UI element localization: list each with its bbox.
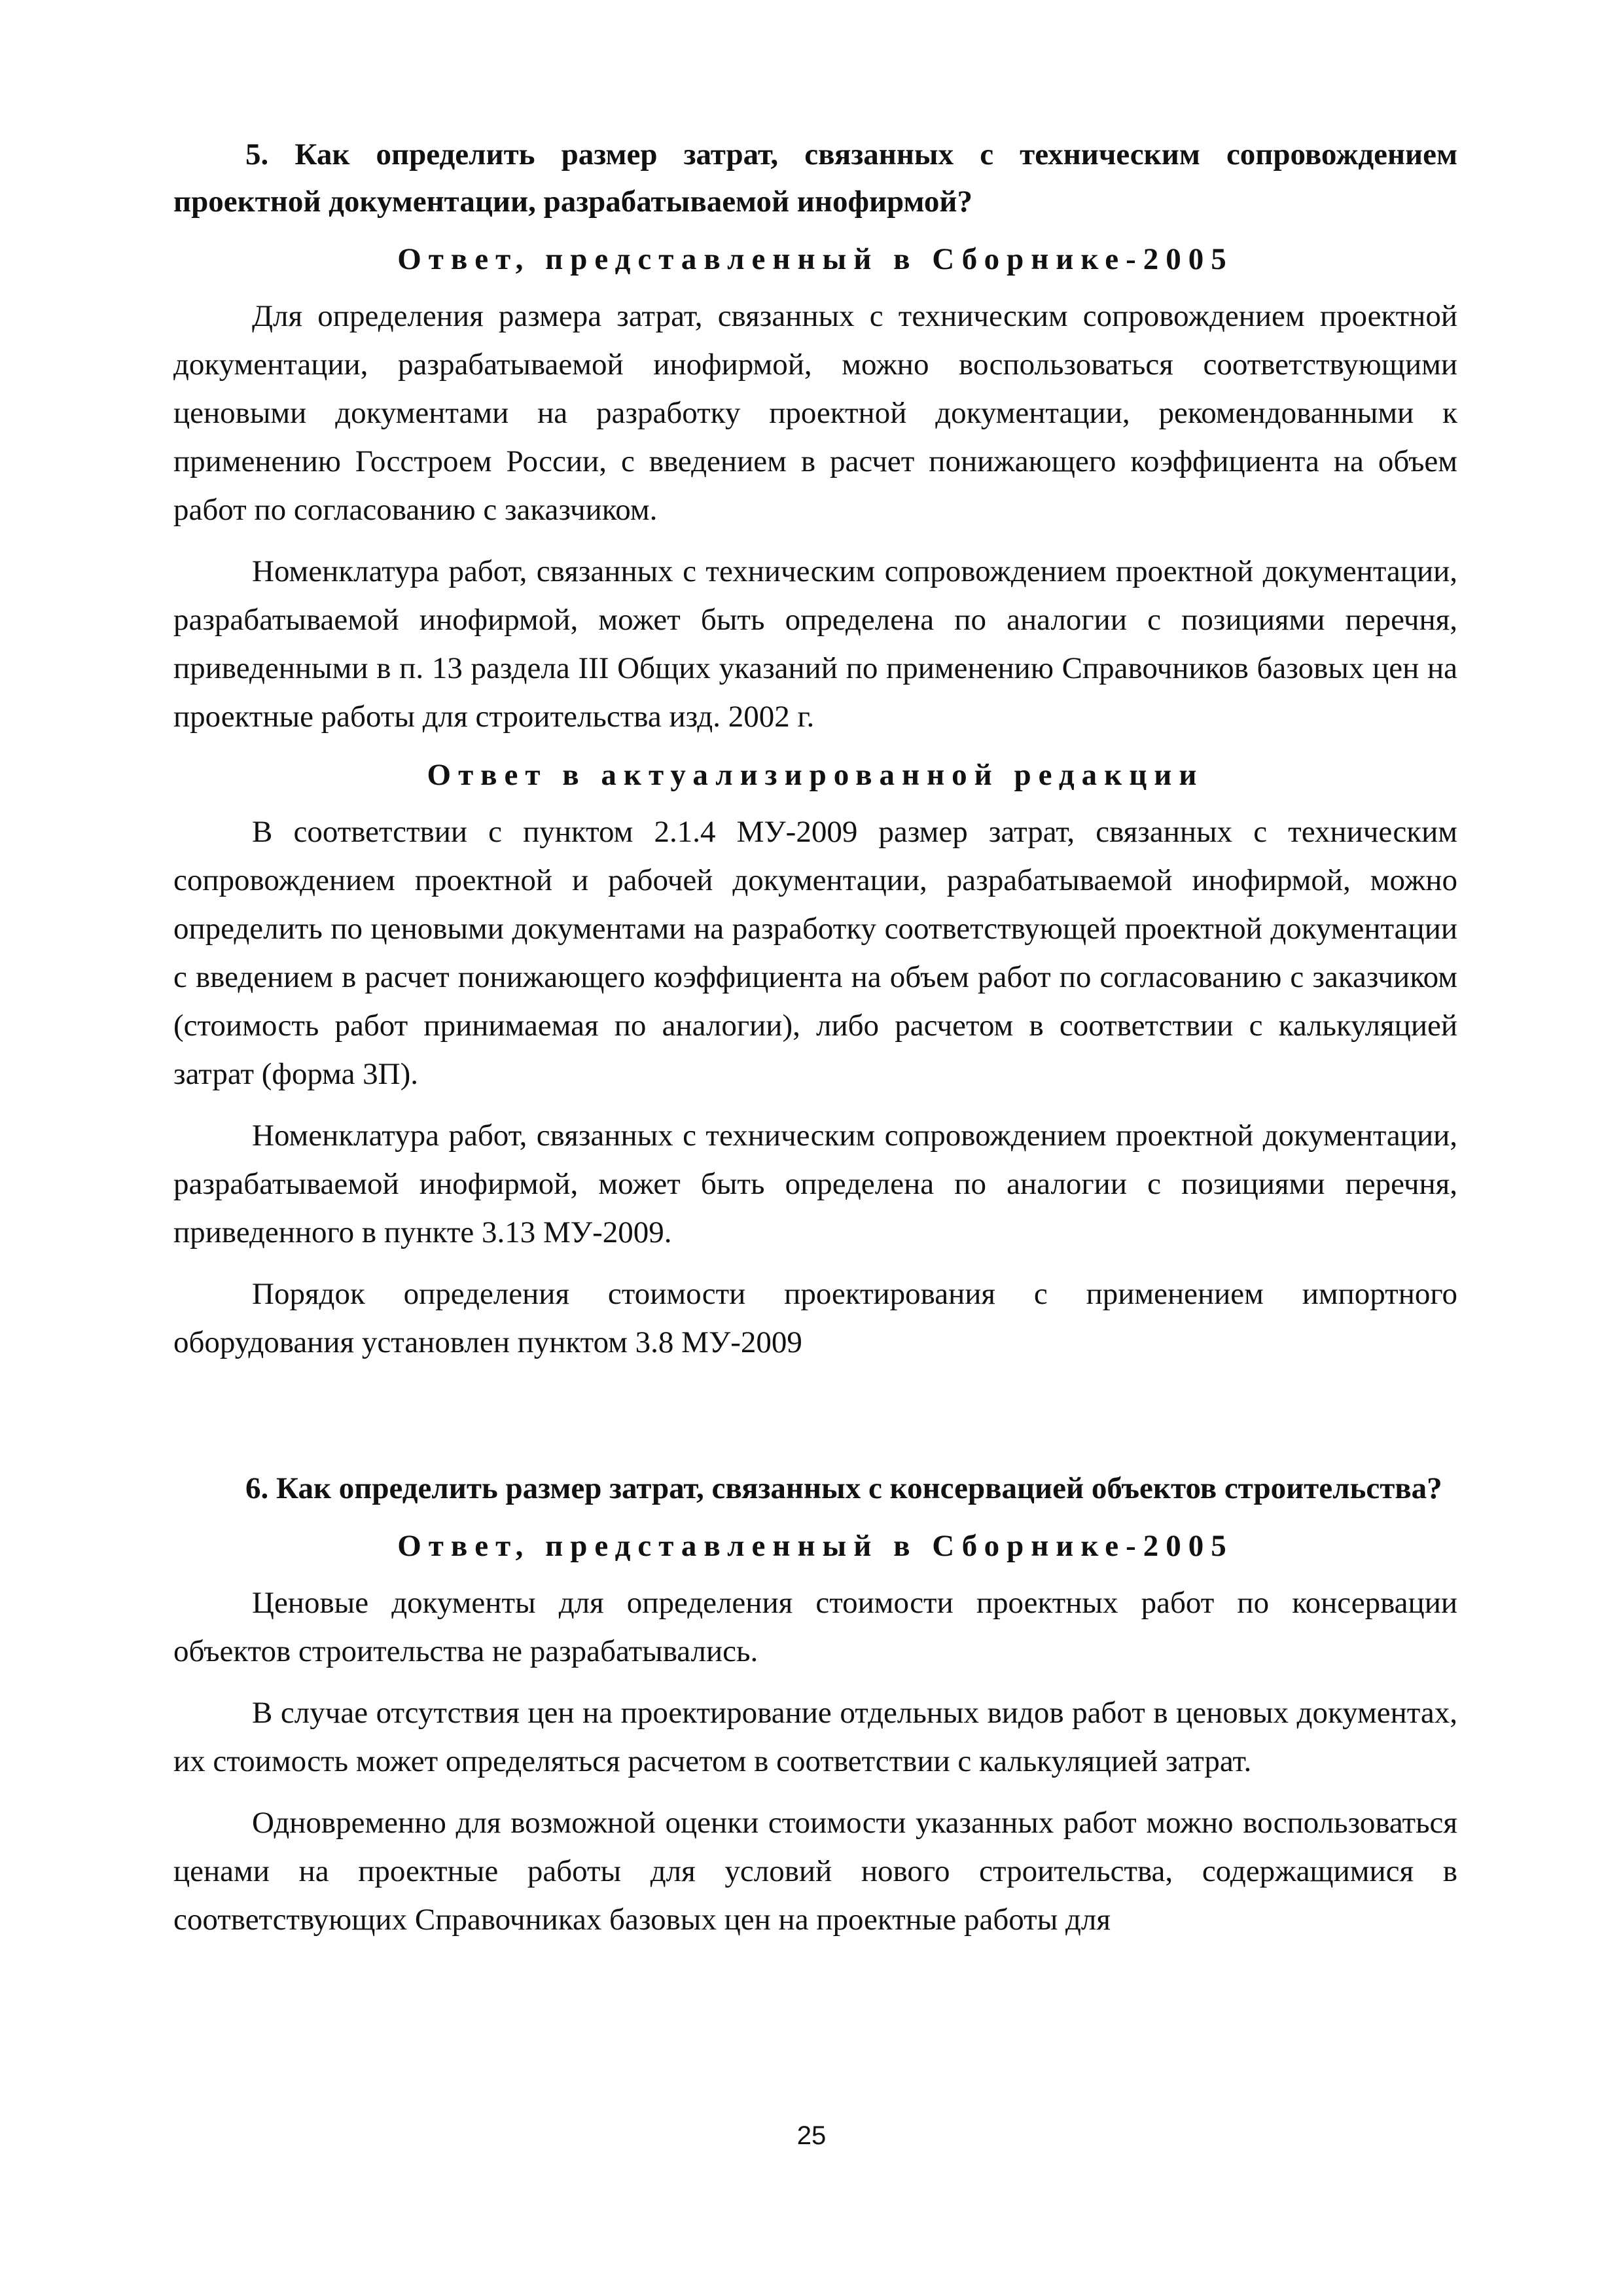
paragraph: Номенклатура работ, связанных с техническим сопровождением проектной документации, разрабатываемой инофирмой, может быть определена по аналогии с позициями перечня, приведенными в п. 13 раздела III Общих указаний по применению Справочников базовых цен на проектные работы для строительства изд. 2002 г. (173, 554, 1457, 734)
section-question-5 (173, 131, 1457, 1367)
question-5-title: 5. Как определить размер затрат, связанных с техническим сопровождением проектной документации, разрабатываемой инофирмой? (173, 137, 1457, 219)
paragraph: В случае отсутствия цен на проектирование отдельных видов работ в ценовых документах, их стоимость может определяться расчетом в соответствии с калькуляцией затрат. (173, 1696, 1457, 1778)
paragraph: Одновременно для возможной оценки стоимости указанных работ можно воспользоваться ценами на проектные работы для условий нового строительства, содержащимися в соответствующих Справочниках базовых цен на проектные работы для (173, 1806, 1457, 1937)
paragraph: В соответствии с пунктом 2.1.4 МУ-2009 размер затрат, связанных с техническим сопровождением проектной и рабочей документации, разрабатываемой инофирмой, можно определить по ценовыми документами на разработку соответствующей проектной документации с введением в расчет понижающего коэффициента на объем работ по согласованию с заказчиком (стоимость работ принимаемая по аналогии), либо расчетом в соответствии с калькуляцией затрат (форма 3П). (173, 815, 1457, 1091)
answer-updated-heading: Ответ в актуализированной редакции (427, 758, 1204, 792)
section-question-6 (173, 1465, 1457, 1944)
paragraph: Номенклатура работ, связанных с техническим сопровождением проектной документации, разрабатываемой инофирмой, может быть определена по аналогии с позициями перечня, приведенного в пункте 3.13 МУ-2009. (173, 1119, 1457, 1249)
answer-2005-heading: Ответ, представленный в Сборнике-2005 (397, 1529, 1234, 1563)
answer-2005-heading: Ответ, представленный в Сборнике-2005 (397, 242, 1234, 276)
paragraph: Порядок определения стоимости проектирования с применением импортного оборудования установлен пунктом 3.8 МУ-2009 (173, 1277, 1457, 1359)
page-number: 25 (796, 2121, 827, 2150)
document-page (173, 131, 1457, 1944)
paragraph: Для определения размера затрат, связанных с техническим сопровождением проектной документации, разрабатываемой инофирмой, можно воспользоваться соответствующими ценовыми документами на разработку проектной документации, рекомендованными к применению Госстроем России, с введением в расчет понижающего коэффициента на объем работ по согласованию с заказчиком. (173, 299, 1457, 527)
question-6-title: 6. Как определить размер затрат, связанных с консервацией объектов строительства? (245, 1471, 1442, 1505)
paragraph: Ценовые документы для определения стоимости проектных работ по консервации объектов строительства не разрабатывались. (173, 1586, 1457, 1668)
